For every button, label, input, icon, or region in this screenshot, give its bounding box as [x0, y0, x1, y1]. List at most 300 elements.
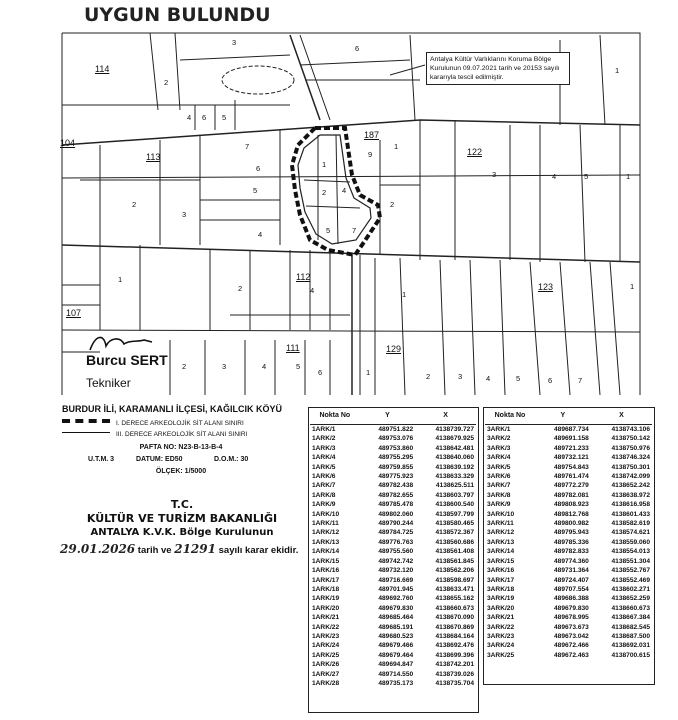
- table-row: [310, 566, 476, 575]
- decision-date: 29.01.2026: [60, 542, 136, 556]
- parcel-number: 5: [253, 186, 258, 195]
- point-number: 1ARK/1: [312, 426, 336, 433]
- coord-table-1: [310, 408, 476, 688]
- parcel-number: 7: [245, 142, 250, 151]
- table-row: [485, 510, 652, 519]
- y-coordinate: 489802.060: [378, 510, 414, 518]
- y-coordinate: 489707.554: [553, 585, 589, 593]
- y-coordinate: 489751.822: [378, 426, 414, 433]
- table-header-cell: Nokta No: [310, 408, 360, 425]
- point-number: 3ARK/5: [487, 463, 511, 471]
- table-row: [485, 463, 652, 472]
- table-row: [310, 594, 476, 603]
- point-number: 1ARK/4: [312, 454, 336, 462]
- table-header-row: [310, 408, 476, 425]
- point-number: 3ARK/25: [487, 651, 515, 659]
- point-number: 3ARK/15: [487, 557, 515, 565]
- parcel-number: 1: [394, 142, 399, 151]
- point-number: 3ARK/9: [487, 501, 511, 509]
- y-coordinate: 489755.560: [378, 548, 414, 556]
- table-row: [310, 463, 476, 472]
- x-coordinate: 4138667.384: [611, 614, 650, 622]
- y-coordinate: 489790.244: [378, 520, 414, 528]
- x-coordinate: 4138602.271: [611, 585, 650, 593]
- site-boundary-3rd-degree: [298, 135, 371, 244]
- table-row: [485, 500, 652, 509]
- x-coordinate: 4138600.540: [435, 501, 474, 509]
- parcel-number: 5: [326, 226, 331, 235]
- x-coordinate: 4138682.545: [611, 623, 650, 631]
- x-coordinate: 4138699.396: [435, 651, 474, 659]
- parcel-number: 4: [552, 172, 557, 181]
- point-number: 1ARK/5: [312, 463, 336, 471]
- point-number: 1ARK/15: [312, 557, 340, 565]
- x-coordinate: 4138625.511: [435, 482, 474, 490]
- y-coordinate: 489731.364: [553, 567, 589, 575]
- y-coordinate: 489808.923: [553, 501, 589, 509]
- parcel-number: 6: [202, 113, 207, 122]
- y-coordinate: 489774.360: [553, 557, 589, 565]
- point-number: 1ARK/3: [312, 444, 336, 452]
- table-row: [310, 660, 476, 669]
- table-row: [485, 547, 652, 556]
- y-coordinate: 489694.847: [378, 661, 414, 669]
- parcel-number: 6: [355, 44, 360, 53]
- table-header-cell: Y: [535, 408, 591, 425]
- point-number: 1ARK/2: [312, 435, 336, 443]
- table-row: [485, 594, 652, 603]
- y-coordinate: 489785.336: [553, 538, 589, 546]
- point-number: 1ARK/26: [312, 661, 340, 669]
- x-coordinate: 4138743.106: [611, 426, 650, 433]
- point-number: 1ARK/23: [312, 632, 340, 640]
- table-row: [310, 528, 476, 537]
- dom: D.O.M.: 30: [214, 456, 249, 463]
- legend-first-degree-line: [62, 419, 110, 428]
- parcel-number: 4: [486, 374, 491, 383]
- legend-third-degree: [62, 429, 300, 440]
- legend-first-degree-label: I. DERECE ARKEOLOJİK SİT ALANI SINIRI: [116, 420, 244, 427]
- table-row: [485, 632, 652, 641]
- x-coordinate: 4138639.192: [435, 463, 474, 471]
- x-coordinate: 4138750.976: [611, 444, 650, 452]
- x-coordinate: 4138603.797: [435, 491, 474, 499]
- table-row: [485, 481, 652, 490]
- parcel-number: 1: [626, 172, 631, 181]
- point-number: 1ARK/22: [312, 623, 340, 631]
- parcel-number: 9: [368, 150, 373, 159]
- x-coordinate: 4138692.476: [435, 642, 474, 650]
- table-row: [310, 472, 476, 481]
- coord-table-2: [485, 408, 652, 660]
- x-coordinate: 4138580.465: [435, 520, 474, 528]
- x-coordinate: 4138739.026: [435, 670, 474, 678]
- point-number: 1ARK/14: [312, 548, 340, 556]
- table-row: [485, 519, 652, 528]
- x-coordinate: 4138735.704: [435, 679, 474, 687]
- parcel-number: 6: [318, 368, 323, 377]
- y-coordinate: 489755.295: [378, 454, 414, 462]
- legend: [62, 418, 300, 440]
- table-row: [310, 557, 476, 566]
- table-header-cell: Y: [360, 408, 416, 425]
- table-row: [310, 491, 476, 500]
- hollow-feature: [222, 66, 294, 94]
- parcel-number: 1: [322, 160, 327, 169]
- datum: DATUM: ED50: [136, 456, 183, 463]
- scale: ÖLÇEK: 1/5000: [155, 468, 207, 475]
- parcel-104: 104: [60, 138, 76, 148]
- x-coordinate: 4138559.060: [611, 538, 650, 546]
- x-coordinate: 4138574.621: [611, 529, 650, 537]
- y-coordinate: 489673.042: [553, 632, 589, 640]
- x-coordinate: 4138562.206: [435, 567, 474, 575]
- parcel-number: 2: [182, 362, 187, 371]
- x-coordinate: 4138742.201: [435, 661, 474, 669]
- table-row: [310, 538, 476, 547]
- utm-zone: U.T.M. 3: [88, 456, 115, 463]
- table-row: [310, 641, 476, 650]
- table-row: [485, 453, 652, 462]
- x-coordinate: 4138692.031: [611, 642, 650, 650]
- decision-mid: tarih ve: [137, 545, 172, 556]
- point-number: 1ARK/16: [312, 567, 340, 575]
- table-row: [485, 576, 652, 585]
- parcel-114: 114: [95, 64, 110, 74]
- table-row: [485, 434, 652, 443]
- approval-stamp: UYGUN BULUNDU: [84, 4, 271, 26]
- location-title: BURDUR İLİ, KARAMANLI İLÇESİ, KAĞILCIK KÖYÜ: [62, 404, 282, 414]
- parcel-123: 123: [538, 282, 554, 292]
- y-coordinate: 489754.843: [553, 463, 589, 471]
- parcel-number: 7: [352, 226, 357, 235]
- point-number: 3ARK/22: [487, 623, 515, 631]
- parcel-number: 2: [390, 200, 395, 209]
- parcel-187: 187: [364, 130, 380, 140]
- y-coordinate: 489685.191: [378, 623, 414, 631]
- y-coordinate: 489784.725: [378, 529, 414, 537]
- decision-suffix: sayılı karar ekidir.: [218, 545, 299, 556]
- point-number: 3ARK/11: [487, 520, 514, 528]
- point-number: 1ARK/7: [312, 482, 336, 490]
- point-number: 3ARK/14: [487, 548, 515, 556]
- y-coordinate: 489673.673: [553, 623, 589, 631]
- y-coordinate: 489692.760: [378, 595, 414, 603]
- y-coordinate: 489759.855: [378, 463, 414, 471]
- x-coordinate: 4138633.329: [435, 473, 474, 481]
- x-coordinate: 4138561.845: [435, 557, 474, 565]
- y-coordinate: 489782.081: [553, 491, 589, 499]
- table-row: [310, 585, 476, 594]
- y-coordinate: 489782.438: [378, 482, 414, 490]
- table-row: [310, 670, 476, 679]
- table-row: [310, 576, 476, 585]
- parcel-number: 3: [232, 38, 237, 47]
- point-number: 1ARK/9: [312, 501, 336, 509]
- parcel-number: 1: [402, 290, 407, 299]
- table-row: [310, 604, 476, 613]
- parcel-number: 5: [296, 362, 301, 371]
- table-row: [310, 679, 476, 688]
- parcel-number: 2: [426, 372, 431, 381]
- y-coordinate: 489680.523: [378, 632, 414, 640]
- legend-first-degree: [62, 418, 300, 429]
- x-coordinate: 4138746.324: [611, 454, 650, 462]
- parcel-number: 2: [238, 284, 243, 293]
- x-coordinate: 4138582.619: [611, 520, 650, 528]
- technician-name: Burcu SERT: [86, 352, 168, 368]
- y-coordinate: 489678.995: [553, 614, 589, 622]
- y-coordinate: 489672.463: [553, 651, 589, 659]
- point-number: 1ARK/27: [312, 670, 340, 678]
- x-coordinate: 4138597.799: [435, 510, 474, 518]
- table-row: [310, 434, 476, 443]
- x-coordinate: 4138551.304: [611, 557, 650, 565]
- x-coordinate: 4138601.433: [611, 510, 650, 518]
- parcel-number: 3: [222, 362, 227, 371]
- table-header-cell: Nokta No: [485, 408, 535, 425]
- y-coordinate: 489775.923: [378, 473, 414, 481]
- y-coordinate: 489685.464: [378, 614, 414, 622]
- x-coordinate: 4138642.481: [435, 444, 474, 452]
- point-number: 1ARK/13: [312, 538, 340, 546]
- y-coordinate: 489742.742: [378, 557, 414, 565]
- parcel-112: 112: [296, 272, 311, 282]
- x-coordinate: 4138552.767: [611, 567, 650, 575]
- point-number: 3ARK/7: [487, 482, 511, 490]
- decision-line: [60, 542, 310, 556]
- point-number: 1ARK/17: [312, 576, 340, 584]
- org-board: ANTALYA K.V.K. Bölge Kurulunun: [90, 527, 274, 538]
- decision-number: 21291: [174, 542, 216, 556]
- y-coordinate: 489753.860: [378, 444, 414, 452]
- y-coordinate: 489782.833: [553, 548, 589, 556]
- x-coordinate: 4138750.142: [611, 435, 650, 443]
- point-number: 3ARK/24: [487, 642, 515, 650]
- point-number: 1ARK/24: [312, 642, 340, 650]
- parcel-number: 4: [187, 113, 192, 122]
- y-coordinate: 489701.945: [378, 585, 414, 593]
- x-coordinate: 4138561.408: [435, 548, 474, 556]
- table-row: [485, 604, 652, 613]
- point-number: 1ARK/10: [312, 510, 340, 518]
- table-row: [485, 472, 652, 481]
- y-coordinate: 489691.158: [553, 435, 589, 443]
- parcel-number: 1: [118, 275, 123, 284]
- x-coordinate: 4138742.099: [611, 473, 650, 481]
- table-header-cell: X: [415, 408, 476, 425]
- parcel-number: 6: [256, 164, 261, 173]
- point-number: 3ARK/18: [487, 585, 515, 593]
- x-coordinate: 4138700.615: [611, 651, 650, 659]
- point-number: 3ARK/6: [487, 473, 511, 481]
- y-coordinate: 489732.120: [378, 567, 414, 575]
- point-number: 1ARK/28: [312, 679, 340, 687]
- point-number: 3ARK/23: [487, 632, 515, 640]
- y-coordinate: 489679.464: [378, 651, 414, 659]
- y-coordinate: 489812.768: [553, 510, 589, 518]
- parcel-number: 2: [322, 188, 327, 197]
- pafta-number: PAFTA NO: N23-B-13-B-4: [139, 444, 223, 451]
- parcel-111: 111: [286, 343, 300, 353]
- parcel-number: 4: [258, 230, 263, 239]
- table-row: [310, 500, 476, 509]
- point-number: 3ARK/21: [487, 614, 515, 622]
- point-number: 1ARK/11: [312, 520, 339, 528]
- x-coordinate: 4138684.164: [435, 632, 474, 640]
- parcel-number: 2: [164, 78, 169, 87]
- x-coordinate: 4138660.673: [611, 604, 650, 612]
- point-number: 3ARK/3: [487, 444, 511, 452]
- org-tc: T.C.: [170, 498, 194, 511]
- table-row: [310, 444, 476, 453]
- y-coordinate: 489735.173: [378, 679, 414, 687]
- table-row: [310, 453, 476, 462]
- table-row: [310, 651, 476, 660]
- x-coordinate: 4138616.958: [611, 501, 650, 509]
- table-row: [485, 444, 652, 453]
- y-coordinate: 489672.466: [553, 642, 589, 650]
- org-ministry: KÜLTÜR VE TURİZM BAKANLIĞI: [86, 512, 278, 525]
- point-number: 3ARK/20: [487, 604, 515, 612]
- table-row: [310, 632, 476, 641]
- parcel-number: 2: [132, 200, 137, 209]
- point-number: 3ARK/4: [487, 454, 511, 462]
- point-number: 3ARK/19: [487, 595, 515, 603]
- x-coordinate: 4138679.925: [435, 435, 474, 443]
- parcel-number: 5: [584, 172, 589, 181]
- table-row: [485, 566, 652, 575]
- y-coordinate: 489795.943: [553, 529, 589, 537]
- table-row: [485, 425, 652, 435]
- legend-third-degree-label: III. DERECE ARKEOLOJİK SİT ALANI SINIRI: [116, 431, 248, 438]
- table-row: [310, 623, 476, 632]
- x-coordinate: 4138652.259: [611, 595, 650, 603]
- x-coordinate: 4138560.686: [435, 538, 474, 546]
- table-row: [485, 557, 652, 566]
- y-coordinate: 489753.076: [378, 435, 414, 443]
- y-coordinate: 489679.830: [553, 604, 589, 612]
- point-number: 1ARK/8: [312, 491, 336, 499]
- point-number: 3ARK/13: [487, 538, 515, 546]
- y-coordinate: 489772.279: [553, 482, 589, 490]
- point-number: 1ARK/12: [312, 529, 340, 537]
- parcel-number: 4: [262, 362, 267, 371]
- table-row: [485, 651, 652, 660]
- parcel-number: 1: [630, 282, 635, 291]
- parcel-number: 5: [222, 113, 227, 122]
- y-coordinate: 489782.655: [378, 491, 414, 499]
- y-coordinate: 489687.734: [553, 426, 589, 433]
- point-number: 1ARK/6: [312, 473, 336, 481]
- table-row: [485, 613, 652, 622]
- legend-third-degree-line: [62, 432, 110, 438]
- table-row: [485, 623, 652, 632]
- table-row: [310, 481, 476, 490]
- x-coordinate: 4138750.301: [611, 463, 650, 471]
- table-row: [485, 641, 652, 650]
- point-number: 1ARK/18: [312, 585, 340, 593]
- x-coordinate: 4138554.013: [611, 548, 650, 556]
- parcel-129: 129: [386, 344, 402, 354]
- y-coordinate: 489800.982: [553, 520, 589, 528]
- y-coordinate: 489785.478: [378, 501, 414, 509]
- x-coordinate: 4138598.697: [435, 576, 474, 584]
- table-header-row: [485, 408, 652, 425]
- point-number: 3ARK/10: [487, 510, 515, 518]
- x-coordinate: 4138552.469: [611, 576, 650, 584]
- parcel-number: 7: [578, 376, 583, 385]
- parcel-number: 4: [310, 286, 315, 295]
- y-coordinate: 489761.474: [553, 473, 589, 481]
- y-coordinate: 489679.466: [378, 642, 414, 650]
- y-coordinate: 489714.550: [378, 670, 414, 678]
- x-coordinate: 4138640.060: [435, 454, 474, 462]
- parcel-number: 4: [342, 186, 347, 195]
- table-row: [310, 519, 476, 528]
- x-coordinate: 4138572.367: [435, 529, 474, 537]
- x-coordinate: 4138633.471: [435, 585, 474, 593]
- y-coordinate: 489721.233: [553, 444, 589, 452]
- point-number: 1ARK/21: [312, 614, 340, 622]
- x-coordinate: 4138739.727: [435, 426, 474, 433]
- parcel-number: 3: [182, 210, 187, 219]
- point-number: 3ARK/1: [487, 426, 511, 433]
- y-coordinate: 489679.830: [378, 604, 414, 612]
- point-number: 3ARK/16: [487, 567, 515, 575]
- registration-note: Antalya Kültür Varlıklarını Koruma Bölge Kurulunun 09.07.2021 tarih ve 20153 sayılı kararıyla tescil edilmiştir.: [426, 52, 570, 85]
- x-coordinate: 4138660.673: [435, 604, 474, 612]
- table-row: [310, 613, 476, 622]
- y-coordinate: 489716.669: [378, 576, 414, 584]
- technician-title: Tekniker: [86, 376, 131, 390]
- parcel-number: 3: [458, 372, 463, 381]
- y-coordinate: 489686.388: [553, 595, 589, 603]
- y-coordinate: 489724.407: [553, 576, 589, 584]
- table-row: [485, 538, 652, 547]
- table-row: [310, 510, 476, 519]
- point-number: 3ARK/17: [487, 576, 515, 584]
- table-header-cell: X: [591, 408, 652, 425]
- parcel-113: 113: [146, 152, 161, 162]
- table-row: [485, 491, 652, 500]
- y-coordinate: 489732.121: [553, 454, 589, 462]
- x-coordinate: 4138687.500: [611, 632, 650, 640]
- y-coordinate: 489776.763: [378, 538, 414, 546]
- parcel-number: 1: [615, 66, 620, 75]
- parcel-107: 107: [66, 308, 82, 318]
- parcel-number: 1: [366, 368, 371, 377]
- x-coordinate: 4138655.162: [435, 595, 474, 603]
- table-row: [310, 425, 476, 435]
- x-coordinate: 4138670.869: [435, 623, 474, 631]
- x-coordinate: 4138652.242: [611, 482, 650, 490]
- parcel-number: 3: [492, 170, 497, 179]
- table-row: [485, 528, 652, 537]
- point-number: 1ARK/19: [312, 595, 340, 603]
- point-number: 3ARK/8: [487, 491, 511, 499]
- parcel-number: 6: [548, 376, 553, 385]
- point-number: 1ARK/20: [312, 604, 340, 612]
- x-coordinate: 4138670.090: [435, 614, 474, 622]
- parcel-122: 122: [467, 147, 483, 157]
- point-number: 1ARK/25: [312, 651, 340, 659]
- x-coordinate: 4138638.972: [611, 491, 650, 499]
- point-number: 3ARK/12: [487, 529, 515, 537]
- table-row: [310, 547, 476, 556]
- point-number: 3ARK/2: [487, 435, 511, 443]
- table-row: [485, 585, 652, 594]
